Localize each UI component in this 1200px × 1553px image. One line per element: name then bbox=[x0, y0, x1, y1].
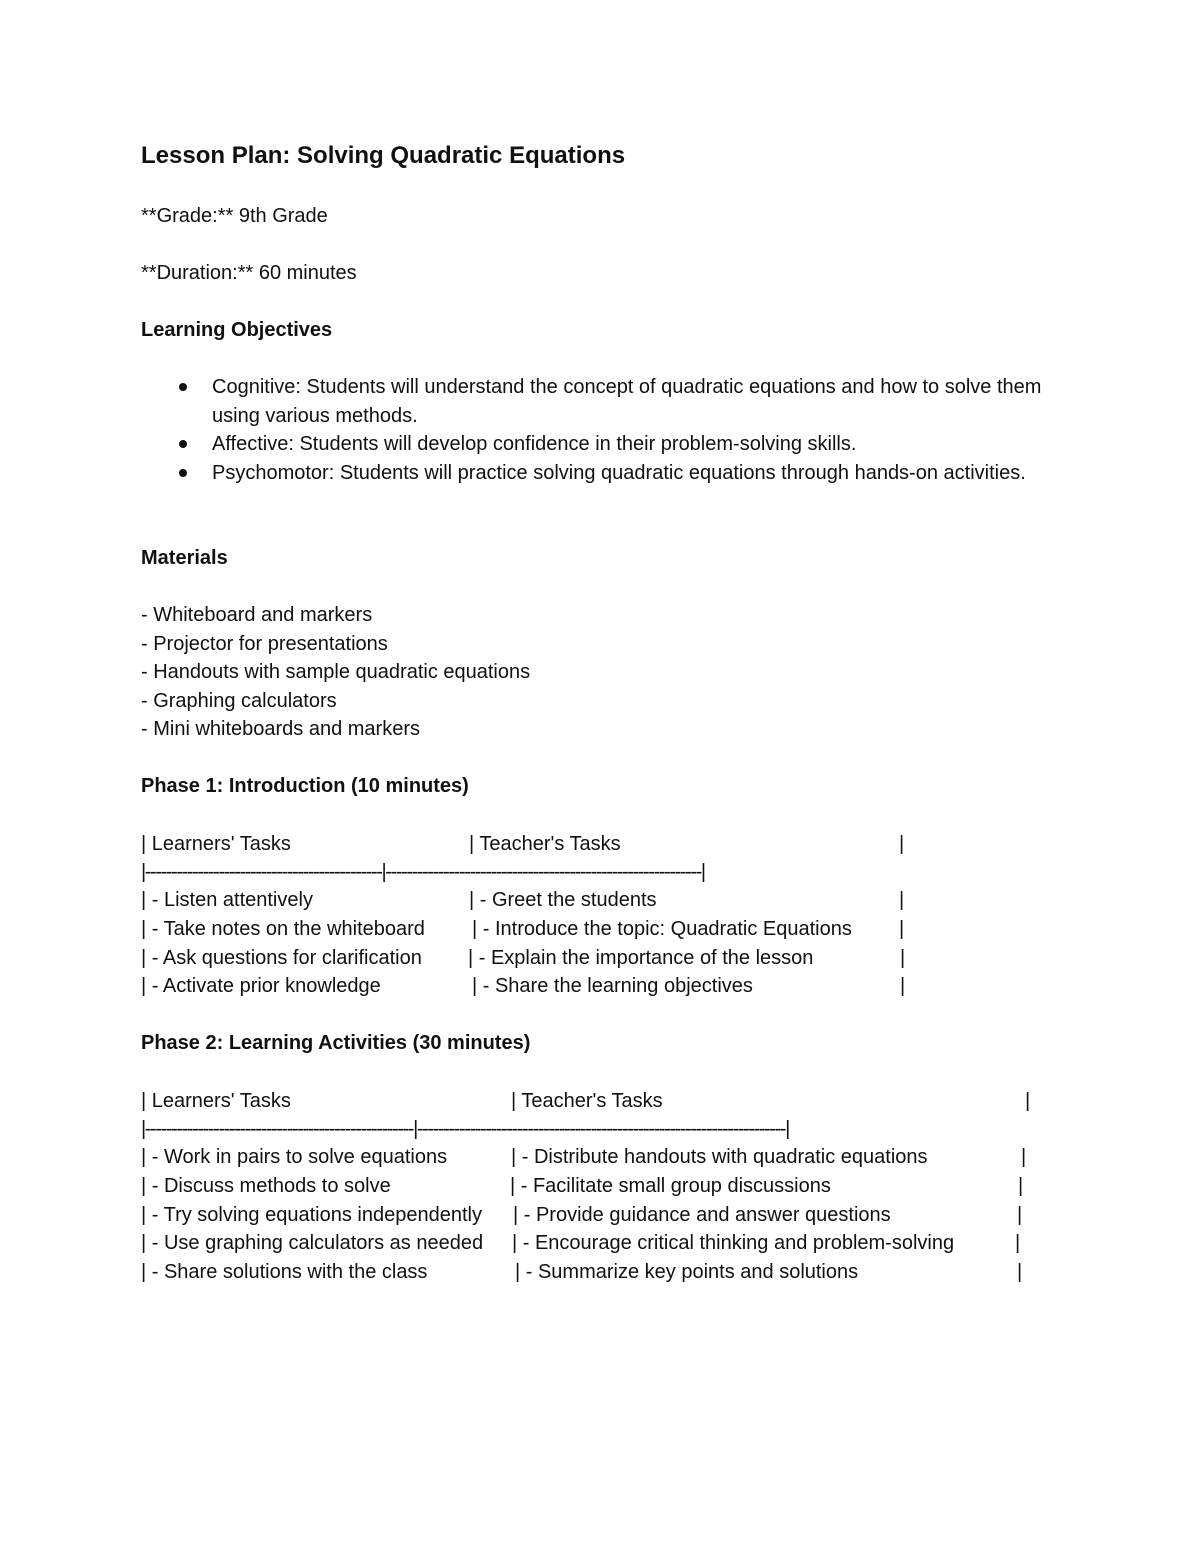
table-cell: | - Try solving equations independently bbox=[141, 1204, 482, 1226]
table-cell: | - Share solutions with the class bbox=[141, 1261, 428, 1283]
material-item: - Whiteboard and markers bbox=[141, 604, 373, 626]
table-cell: | - Greet the students bbox=[469, 889, 657, 911]
material-item: - Handouts with sample quadratic equations bbox=[141, 661, 531, 683]
objectives-list bbox=[141, 373, 1071, 487]
table-cell: | - Listen attentively bbox=[141, 889, 313, 911]
list-item bbox=[141, 373, 1071, 430]
table-cell: | bbox=[1021, 1146, 1027, 1168]
table-header-cell: | Learners' Tasks bbox=[141, 1090, 291, 1112]
table-cell: | - Take notes on the whiteboard bbox=[141, 918, 425, 940]
list-item bbox=[141, 430, 1071, 459]
table-header-cell: | bbox=[899, 833, 905, 855]
material-item: - Mini whiteboards and markers bbox=[141, 718, 420, 740]
table-cell: | bbox=[899, 918, 905, 940]
duration-line: **Duration:** 60 minutes bbox=[141, 262, 357, 284]
table-header-cell: | Learners' Tasks bbox=[141, 833, 291, 855]
bullet-icon bbox=[179, 383, 187, 391]
material-item: - Graphing calculators bbox=[141, 689, 337, 712]
objective-text: Affective: Students will develop confidence in their problem-solving skills. bbox=[212, 433, 857, 455]
table-header-cell: | bbox=[1025, 1090, 1031, 1112]
table-cell: | bbox=[899, 889, 905, 911]
table-cell: | - Distribute handouts with quadratic equations bbox=[511, 1146, 928, 1168]
table-cell: | bbox=[1018, 1175, 1024, 1197]
objective-text: Psychomotor: Students will practice solving quadratic equations through hands-on activities. bbox=[212, 461, 1026, 484]
document-title: Lesson Plan: Solving Quadratic Equations bbox=[141, 142, 626, 169]
list-item bbox=[141, 459, 1071, 488]
table-cell: | bbox=[900, 975, 906, 997]
table-cell: | - Ask questions for clarification bbox=[141, 947, 422, 969]
table-cell: | - Encourage critical thinking and problem-solving bbox=[512, 1232, 955, 1254]
bullet-icon bbox=[179, 469, 187, 477]
table-cell: | bbox=[1017, 1261, 1023, 1283]
table-cell: | - Provide guidance and answer questions bbox=[513, 1204, 891, 1226]
material-item: - Projector for presentations bbox=[141, 632, 388, 655]
materials-heading: Materials bbox=[141, 547, 228, 569]
separator-text: |---------------------------------------------|------------------------------------------------------------| bbox=[141, 861, 705, 883]
table-cell: | - Use graphing calculators as needed bbox=[141, 1232, 484, 1254]
table-cell: | - Summarize key points and solutions bbox=[515, 1261, 859, 1283]
table-cell: | bbox=[900, 947, 906, 969]
table-cell: | - Explain the importance of the lesson bbox=[468, 947, 814, 969]
objectives-heading: Learning Objectives bbox=[141, 319, 333, 341]
table-cell: | - Discuss methods to solve bbox=[141, 1175, 391, 1197]
table-cell: | bbox=[1017, 1204, 1023, 1226]
table-cell: | - Introduce the topic: Quadratic Equations bbox=[472, 918, 852, 940]
table-cell: | - Activate prior knowledge bbox=[141, 975, 381, 997]
bullet-icon bbox=[179, 440, 187, 448]
grade-line: **Grade:** 9th Grade bbox=[141, 205, 328, 227]
table-cell: | bbox=[1015, 1232, 1021, 1254]
phase2-heading: Phase 2: Learning Activities (30 minutes) bbox=[141, 1032, 531, 1054]
phase1-heading: Phase 1: Introduction (10 minutes) bbox=[141, 775, 469, 797]
table-cell: | - Share the learning objectives bbox=[472, 975, 753, 997]
objective-text: Cognitive: Students will understand the concept of quadratic equations and how to solve them using various methods. bbox=[212, 376, 1042, 427]
table-cell: | - Work in pairs to solve equations bbox=[141, 1146, 448, 1168]
table-header-cell: | Teacher's Tasks bbox=[511, 1090, 663, 1112]
table-header-cell: | Teacher's Tasks bbox=[469, 833, 621, 855]
separator-text: |---------------------------------------------------|----------------------------------------------------------------------| bbox=[141, 1118, 789, 1140]
table-cell: | - Facilitate small group discussions bbox=[510, 1175, 831, 1197]
